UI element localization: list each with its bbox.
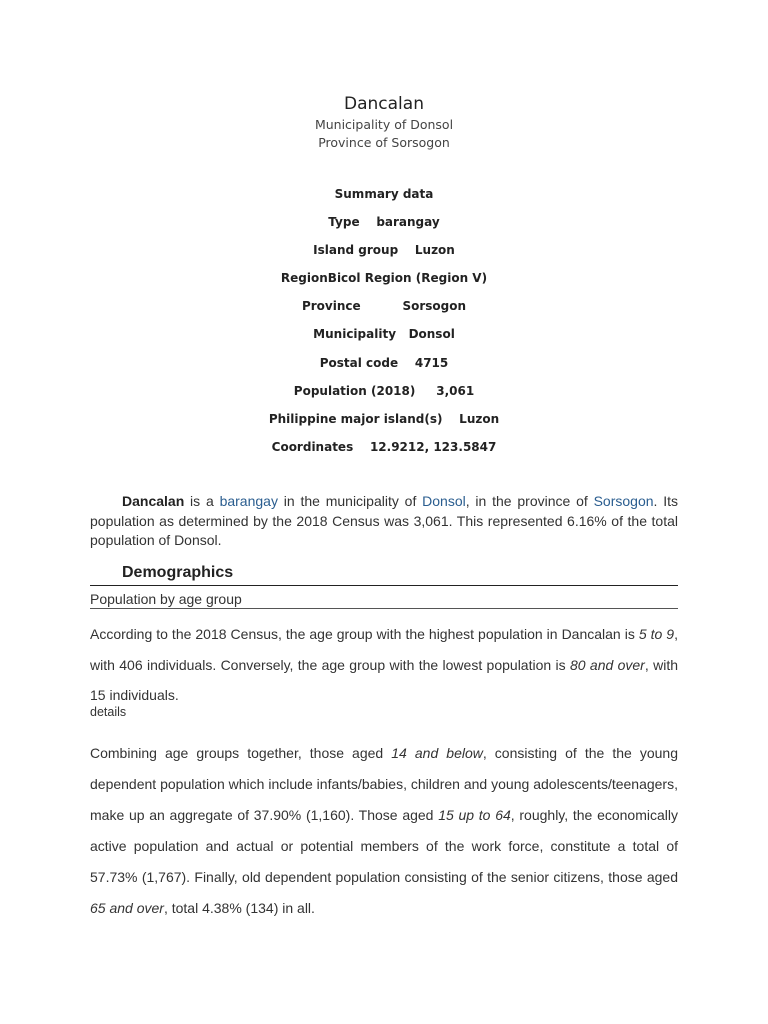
summary-label: Population (2018) [293,383,416,398]
summary-label: Region [280,271,328,286]
intro-text: . Its population as determined by the 2018 Census was 3,061. This represented 6.16% of the total population of Donsol. [90,493,679,548]
summary-row-population [0,379,768,407]
age-group-paragraph [90,619,678,711]
paragraph-text: , total 4.38% (134) in all. [163,900,315,916]
intro-paragraph [90,492,678,551]
summary-row-region [0,266,768,294]
summary-value: Sorsogon [402,299,467,314]
paragraph-text: According to the 2018 Census, the age group with the highest population in Dancalan is [90,626,639,642]
demographics-heading-text: Demographics [122,564,234,581]
summary-value: 12.9212, 123.5847 [369,439,497,454]
summary-row-province [0,294,768,322]
age-range-senior: 65 and over [90,900,164,916]
summary-label: Philippine major island(s) [268,411,443,426]
donsol-link[interactable]: Donsol [422,493,466,509]
summary-row-postal-code [0,351,768,379]
age-range-working: 15 up to 64 [438,807,511,823]
intro-place-name: Dancalan [122,493,185,509]
summary-value: Luzon [414,243,455,258]
sorsogon-link[interactable]: Sorsogon [593,493,654,509]
summary-table [0,182,768,463]
summary-row-municipality [0,322,768,350]
barangay-link[interactable]: barangay [219,493,278,509]
paragraph-text: , consisting of the the young dependent population which include infants/babies, children and young adolescents/teenagers, make up an aggregate of 37.90% (1,160). Those aged [90,745,678,823]
summary-label: Municipality [313,327,397,342]
intro-text: in the municipality of [277,493,423,509]
summary-label: Postal code [319,355,399,370]
summary-value: 3,061 [436,383,475,398]
summary-label: Type [328,215,360,230]
page-title: Dancalan [344,94,424,114]
summary-row-island-group [0,238,768,266]
summary-value: 4715 [414,355,449,370]
summary-value: Bicol Region (Region V) [327,271,488,286]
summary-label: Coordinates [271,439,354,454]
paragraph-text: Combining age groups together, those aged [90,745,392,761]
paragraph-text: , with 15 individuals. [90,656,678,703]
summary-value: Donsol [408,327,455,342]
municipality-line: Municipality of Donsol [314,117,454,132]
summary-row-coordinates [0,435,768,463]
age-range-highest: 5 to 9 [638,626,675,642]
intro-text: , in the province of [465,493,594,509]
age-range-lowest: 80 and over [569,656,645,673]
demographics-heading [90,562,678,586]
age-range-young: 14 and below [391,745,483,761]
infobox-header [0,92,768,152]
summary-label: Island group [313,243,399,258]
intro-text: is a [184,493,220,509]
summary-row-major-island [0,407,768,435]
summary-value: barangay [376,215,440,230]
combined-age-paragraph [90,738,678,924]
summary-label: Province [301,299,361,314]
province-line: Province of Sorsogon [318,135,450,150]
details-toggle[interactable]: details [90,705,127,719]
age-group-subheading: Population by age group [90,590,678,609]
paragraph-text: , with 406 individuals. Conversely, the age group with the lowest population is [90,626,678,673]
summary-heading: Summary data [334,187,434,201]
summary-value: Luzon [459,411,500,426]
summary-row-type [0,210,768,238]
paragraph-text: , roughly, the economically active population and actual or potential members of the work force, constitute a total of 57.73% (1,767). Finally, old dependent population consisting of the senior citizens, those aged [90,807,678,885]
